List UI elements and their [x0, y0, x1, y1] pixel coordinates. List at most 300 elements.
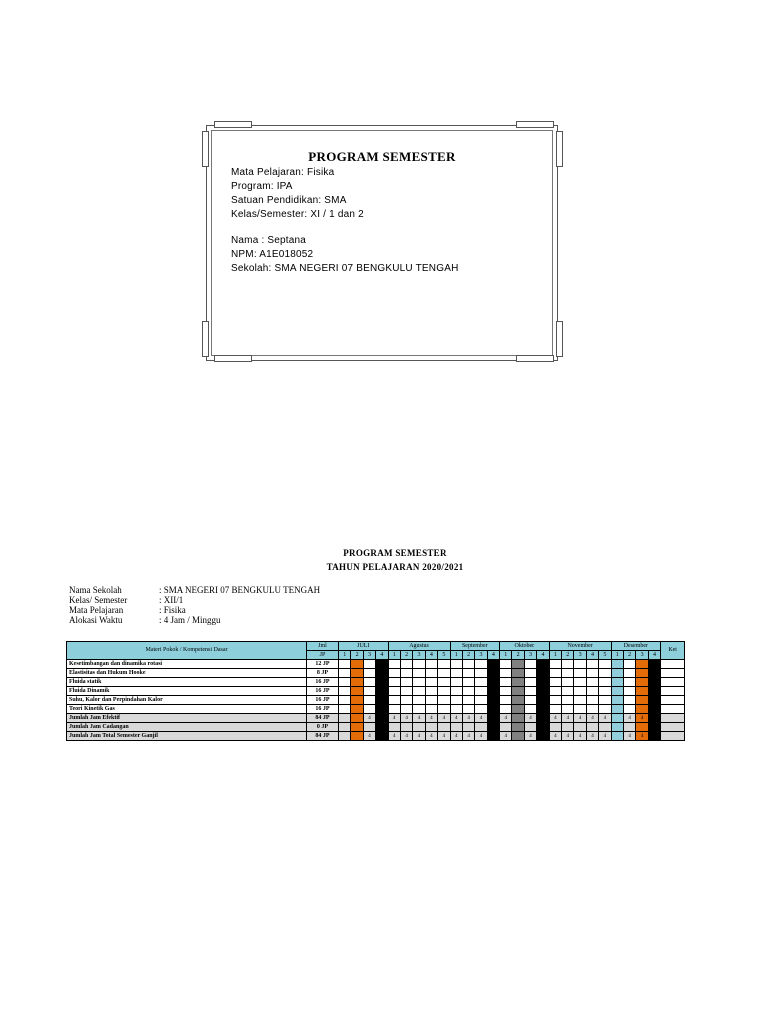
week-cell: [438, 705, 450, 714]
header-month: Oktober: [500, 642, 550, 651]
week-cell: [648, 723, 660, 732]
frame-corner-tab: [516, 121, 554, 128]
week-cell: 4: [623, 714, 635, 723]
week-cell: 4: [363, 714, 375, 723]
week-cell: [487, 696, 499, 705]
week-cell: [599, 696, 611, 705]
week-cell: [599, 705, 611, 714]
cover-line: Satuan Pendidikan: SMA: [231, 195, 347, 206]
week-cell: [425, 696, 437, 705]
header-week: 3: [524, 651, 536, 660]
header-week: 3: [413, 651, 425, 660]
week-cell: [400, 696, 412, 705]
week-cell: [339, 714, 351, 723]
week-cell: [475, 696, 487, 705]
header-week: 1: [549, 651, 561, 660]
week-cell: [512, 732, 524, 741]
week-cell: [574, 687, 586, 696]
week-cell: [512, 687, 524, 696]
frame-corner-tab: [202, 321, 209, 357]
week-cell: [500, 669, 512, 678]
week-cell: [400, 660, 412, 669]
row-jp: 16 JP: [307, 687, 339, 696]
header-week: 2: [400, 651, 412, 660]
week-cell: [500, 723, 512, 732]
week-cell: [537, 723, 549, 732]
week-cell: [388, 687, 400, 696]
header-month: Desember: [611, 642, 661, 651]
week-cell: [388, 705, 400, 714]
week-cell: [487, 687, 499, 696]
week-cell: [574, 705, 586, 714]
info-value: : SMA NEGERI 07 BENGKULU TENGAH: [159, 585, 321, 595]
week-cell: 4: [450, 714, 462, 723]
week-cell: [636, 687, 648, 696]
week-cell: [586, 696, 598, 705]
week-cell: 4: [413, 714, 425, 723]
header-week: 1: [611, 651, 623, 660]
header-materi: Materi Pokok / Kompetensi Dasar: [67, 642, 307, 660]
week-cell: [537, 705, 549, 714]
week-cell: [611, 705, 623, 714]
week-cell: [450, 696, 462, 705]
week-cell: 4: [636, 732, 648, 741]
info-key: Nama Sekolah: [69, 585, 122, 595]
header-week: 2: [462, 651, 474, 660]
week-cell: [574, 678, 586, 687]
week-cell: [450, 687, 462, 696]
week-cell: 4: [500, 714, 512, 723]
week-cell: [400, 687, 412, 696]
week-cell: [586, 687, 598, 696]
header-week: 2: [351, 651, 363, 660]
week-cell: [549, 669, 561, 678]
header-week: 5: [599, 651, 611, 660]
header-week: 3: [574, 651, 586, 660]
header-jp: JP: [307, 651, 339, 660]
table-row: [67, 714, 685, 723]
table-row: [67, 678, 685, 687]
week-cell: [524, 660, 536, 669]
header-week: 3: [475, 651, 487, 660]
week-cell: [388, 678, 400, 687]
row-ket: [661, 732, 685, 741]
row-jp: 16 JP: [307, 678, 339, 687]
week-cell: [475, 723, 487, 732]
week-cell: 4: [475, 714, 487, 723]
header-week: 4: [537, 651, 549, 660]
week-cell: [425, 705, 437, 714]
week-cell: [623, 687, 635, 696]
week-cell: [524, 669, 536, 678]
header-week: 3: [636, 651, 648, 660]
week-cell: [648, 705, 660, 714]
week-cell: [611, 687, 623, 696]
week-cell: [462, 687, 474, 696]
week-cell: [611, 660, 623, 669]
week-cell: [363, 669, 375, 678]
week-cell: [376, 714, 388, 723]
header-jml: Jml: [307, 642, 339, 651]
week-cell: [475, 705, 487, 714]
header-week: 3: [363, 651, 375, 660]
week-cell: [462, 660, 474, 669]
week-cell: [512, 723, 524, 732]
header-ket: Ket: [661, 642, 685, 660]
week-cell: [574, 696, 586, 705]
week-cell: [623, 723, 635, 732]
week-cell: [549, 678, 561, 687]
week-cell: [413, 660, 425, 669]
week-cell: [562, 687, 574, 696]
week-cell: [425, 660, 437, 669]
week-cell: 4: [425, 714, 437, 723]
cover-line: NPM: A1E018052: [231, 249, 314, 260]
week-cell: [487, 660, 499, 669]
week-cell: [487, 732, 499, 741]
week-cell: [413, 696, 425, 705]
week-cell: [562, 696, 574, 705]
week-cell: [537, 678, 549, 687]
week-cell: [388, 696, 400, 705]
week-cell: [623, 660, 635, 669]
row-ket: [661, 723, 685, 732]
week-cell: [363, 678, 375, 687]
week-cell: [599, 660, 611, 669]
row-ket: [661, 696, 685, 705]
header-week: 4: [376, 651, 388, 660]
week-cell: [636, 660, 648, 669]
header-week: 4: [586, 651, 598, 660]
week-cell: [438, 669, 450, 678]
week-cell: [363, 705, 375, 714]
week-cell: 4: [388, 714, 400, 723]
cover-line: Sekolah: SMA NEGERI 07 BENGKULU TENGAH: [231, 263, 459, 274]
header-month: September: [450, 642, 500, 651]
table-row: [67, 723, 685, 732]
row-jp: 8 JP: [307, 669, 339, 678]
week-cell: 4: [524, 714, 536, 723]
week-cell: [562, 705, 574, 714]
week-cell: [623, 696, 635, 705]
week-cell: [339, 678, 351, 687]
week-cell: [623, 705, 635, 714]
week-cell: [599, 687, 611, 696]
cover-line: Kelas/Semester: XI / 1 dan 2: [231, 209, 364, 220]
week-cell: [648, 678, 660, 687]
week-cell: 4: [450, 732, 462, 741]
week-cell: [611, 678, 623, 687]
row-ket: [661, 687, 685, 696]
table-row: [67, 687, 685, 696]
week-cell: [537, 687, 549, 696]
header-week: 1: [500, 651, 512, 660]
week-cell: [413, 705, 425, 714]
week-cell: [438, 723, 450, 732]
row-jp: 84 JP: [307, 714, 339, 723]
week-cell: [500, 660, 512, 669]
week-cell: 4: [623, 732, 635, 741]
week-cell: [524, 678, 536, 687]
info-block: [69, 585, 320, 625]
week-cell: [648, 696, 660, 705]
week-cell: [549, 705, 561, 714]
week-cell: [400, 705, 412, 714]
week-cell: [636, 723, 648, 732]
week-cell: [562, 723, 574, 732]
week-cell: [376, 732, 388, 741]
week-cell: [611, 723, 623, 732]
header-week: 2: [623, 651, 635, 660]
week-cell: [512, 714, 524, 723]
week-cell: 4: [524, 732, 536, 741]
week-cell: 4: [400, 732, 412, 741]
info-value: : Fisika: [159, 605, 186, 615]
week-cell: [400, 669, 412, 678]
row-ket: [661, 660, 685, 669]
table-row: [67, 705, 685, 714]
week-cell: [487, 678, 499, 687]
semester-schedule-table: [66, 641, 685, 741]
week-cell: [339, 687, 351, 696]
row-materi: Jumlah Jam Cadangan: [67, 723, 307, 732]
row-materi: Suhu, Kalor dan Perpindahan Kalor: [67, 696, 307, 705]
week-cell: 4: [438, 714, 450, 723]
frame-corner-tab: [214, 355, 252, 362]
week-cell: [462, 669, 474, 678]
week-cell: 4: [363, 732, 375, 741]
row-ket: [661, 705, 685, 714]
table-row: [67, 660, 685, 669]
week-cell: [549, 696, 561, 705]
week-cell: 4: [549, 732, 561, 741]
week-cell: [438, 687, 450, 696]
row-materi: Jumlah Jam Total Semester Ganjil: [67, 732, 307, 741]
header-week: 2: [562, 651, 574, 660]
page-title: PROGRAM SEMESTER: [343, 548, 447, 558]
table-row: [67, 696, 685, 705]
week-cell: [537, 732, 549, 741]
week-cell: [512, 669, 524, 678]
week-cell: [586, 705, 598, 714]
week-cell: 4: [388, 732, 400, 741]
week-cell: [599, 678, 611, 687]
week-cell: [425, 669, 437, 678]
week-cell: [351, 732, 363, 741]
week-cell: [611, 696, 623, 705]
week-cell: [500, 678, 512, 687]
table-row: [67, 732, 685, 741]
week-cell: [636, 696, 648, 705]
week-cell: [351, 669, 363, 678]
row-jp: 16 JP: [307, 705, 339, 714]
week-cell: [376, 705, 388, 714]
row-materi: Kesetimbangan dan dinamika rotasi: [67, 660, 307, 669]
week-cell: [537, 714, 549, 723]
week-cell: [537, 660, 549, 669]
week-cell: [351, 696, 363, 705]
week-cell: [574, 669, 586, 678]
header-week: 1: [450, 651, 462, 660]
week-cell: [339, 705, 351, 714]
week-cell: [524, 723, 536, 732]
week-cell: [413, 669, 425, 678]
week-cell: [512, 678, 524, 687]
week-cell: [388, 660, 400, 669]
week-cell: [636, 705, 648, 714]
week-cell: [339, 660, 351, 669]
week-cell: [363, 687, 375, 696]
week-cell: [363, 696, 375, 705]
row-materi: Teori Kinetik Gas: [67, 705, 307, 714]
week-cell: [339, 723, 351, 732]
row-ket: [661, 669, 685, 678]
header-week: 5: [438, 651, 450, 660]
week-cell: [500, 687, 512, 696]
header-week: 4: [648, 651, 660, 660]
week-cell: [339, 669, 351, 678]
week-cell: 4: [562, 732, 574, 741]
week-cell: [462, 696, 474, 705]
week-cell: [562, 669, 574, 678]
week-cell: [475, 669, 487, 678]
week-cell: [339, 732, 351, 741]
row-ket: [661, 714, 685, 723]
week-cell: [363, 660, 375, 669]
week-cell: 4: [500, 732, 512, 741]
week-cell: 4: [636, 714, 648, 723]
row-materi: Fluida Dinamik: [67, 687, 307, 696]
header-week: 2: [512, 651, 524, 660]
week-cell: [537, 696, 549, 705]
week-cell: [475, 687, 487, 696]
cover-details: [231, 166, 459, 276]
week-cell: [475, 660, 487, 669]
cover-card: [206, 125, 558, 361]
info-value: : XII/1: [159, 595, 184, 605]
week-cell: [611, 732, 623, 741]
week-cell: [450, 723, 462, 732]
week-cell: [400, 723, 412, 732]
week-cell: 4: [438, 732, 450, 741]
cover-line: Mata Pelajaran: Fisika: [231, 167, 335, 178]
week-cell: 4: [400, 714, 412, 723]
week-cell: [376, 669, 388, 678]
frame-corner-tab: [214, 121, 252, 128]
week-cell: [648, 687, 660, 696]
week-cell: [351, 705, 363, 714]
header-week: 1: [388, 651, 400, 660]
week-cell: [462, 723, 474, 732]
week-cell: 4: [413, 732, 425, 741]
week-cell: 4: [562, 714, 574, 723]
week-cell: [648, 732, 660, 741]
week-cell: [549, 660, 561, 669]
week-cell: 4: [549, 714, 561, 723]
row-jp: 12 JP: [307, 660, 339, 669]
header-month: Agustus: [388, 642, 450, 651]
week-cell: [351, 723, 363, 732]
week-cell: [487, 705, 499, 714]
week-cell: [562, 678, 574, 687]
week-cell: [475, 678, 487, 687]
week-cell: [425, 687, 437, 696]
row-materi: Jumlah Jam Efektif: [67, 714, 307, 723]
week-cell: [512, 696, 524, 705]
week-cell: [562, 660, 574, 669]
week-cell: [524, 705, 536, 714]
week-cell: [351, 687, 363, 696]
week-cell: [623, 669, 635, 678]
week-cell: [351, 660, 363, 669]
week-cell: [586, 678, 598, 687]
week-cell: [586, 660, 598, 669]
week-cell: [425, 723, 437, 732]
week-cell: [413, 687, 425, 696]
week-cell: [438, 696, 450, 705]
week-cell: [376, 696, 388, 705]
week-cell: [450, 660, 462, 669]
week-cell: [450, 669, 462, 678]
row-materi: Fluida statik: [67, 678, 307, 687]
header-week: 4: [425, 651, 437, 660]
week-cell: [487, 723, 499, 732]
info-value: : 4 Jam / Minggu: [159, 615, 221, 625]
week-cell: [599, 669, 611, 678]
table-row: [67, 669, 685, 678]
week-cell: [574, 723, 586, 732]
week-cell: 4: [574, 732, 586, 741]
week-cell: [339, 696, 351, 705]
week-cell: [636, 678, 648, 687]
week-cell: [438, 678, 450, 687]
row-jp: 84 JP: [307, 732, 339, 741]
week-cell: [611, 669, 623, 678]
week-cell: [500, 696, 512, 705]
week-cell: 4: [586, 732, 598, 741]
week-cell: [611, 714, 623, 723]
week-cell: [599, 723, 611, 732]
week-cell: [586, 669, 598, 678]
row-ket: [661, 678, 685, 687]
week-cell: [450, 705, 462, 714]
header-week: 1: [339, 651, 351, 660]
week-cell: 4: [599, 714, 611, 723]
week-cell: [376, 687, 388, 696]
week-cell: [586, 723, 598, 732]
week-cell: [574, 660, 586, 669]
week-cell: [648, 714, 660, 723]
row-materi: Elastisitas dan Hukum Hooke: [67, 669, 307, 678]
header-month: JULI: [339, 642, 389, 651]
week-cell: [500, 705, 512, 714]
week-cell: [450, 678, 462, 687]
info-key: Alokasi Waktu: [69, 615, 123, 625]
week-cell: [376, 678, 388, 687]
week-cell: [623, 678, 635, 687]
week-cell: [549, 687, 561, 696]
frame-corner-tab: [556, 321, 563, 357]
week-cell: [376, 723, 388, 732]
week-cell: 4: [586, 714, 598, 723]
header-month: November: [549, 642, 611, 651]
week-cell: [648, 660, 660, 669]
week-cell: [400, 678, 412, 687]
info-key: Kelas/ Semester: [69, 595, 128, 605]
week-cell: [462, 705, 474, 714]
week-cell: [363, 723, 375, 732]
week-cell: [648, 669, 660, 678]
